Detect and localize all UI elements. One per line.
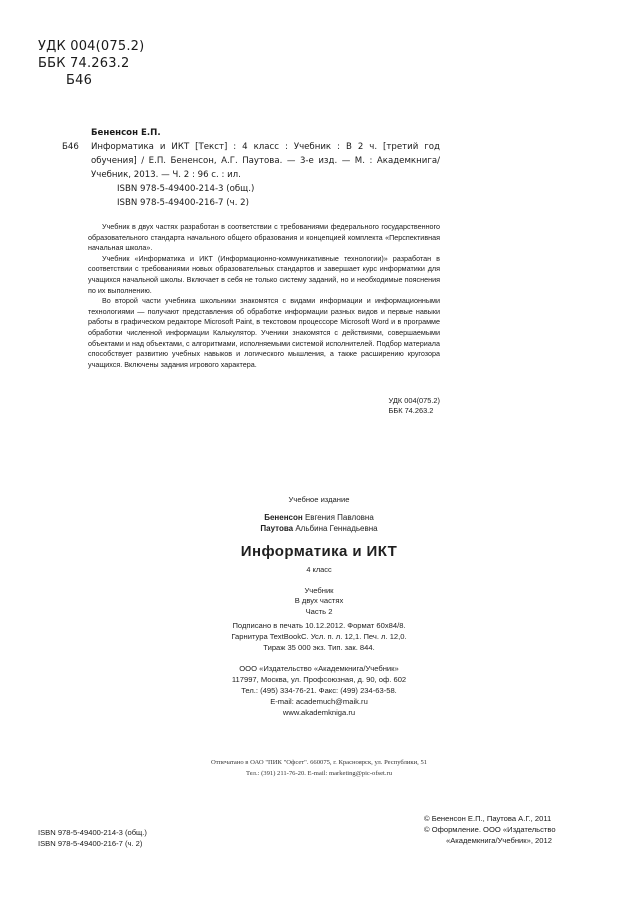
catalog-card (62, 126, 440, 210)
copyright-line-2: © Оформление. ООО «Издательство (424, 825, 556, 834)
publisher-details (0, 663, 638, 718)
top-classification-codes (38, 38, 144, 89)
annotation-paragraph: Учебник в двух частях разработан в соответствии с требованиями федерального государственного образовательного стандарта начального общего образования и концепцией комплекта «Перспективная начальная школа». (88, 222, 440, 253)
publisher-phone: Тел.: (495) 334-76-21. Факс: (499) 234-63-58. (241, 686, 397, 695)
bottom-isbn-general: ISBN 978-5-49400-214-3 (общ.) (38, 828, 147, 837)
card-description-row (62, 140, 440, 182)
annotation-paragraph: Учебник «Информатика и ИКТ (Информационно-коммуникативные технологии)» разработан в соответствии с требованиями новых образовательных стандартов и завершает курс информатики для учащихся начальной школы. Включает в себя не только систему заданий, но и необходимые пояснения по их выполнению. (88, 253, 440, 295)
book-kind (0, 586, 638, 617)
copyright-block (424, 813, 614, 846)
book-kind-label: Учебник (304, 586, 334, 595)
card-isbn-general: ISBN 978-5-49400-214-3 (общ.) (117, 184, 255, 194)
publisher-email: E-mail: academuch@maik.ru (270, 697, 368, 706)
cutter-code: Б46 (66, 73, 93, 88)
print-line-2: Гарнитура TextBookC. Усл. п. л. 12,1. Печ. л. 12,0. (231, 632, 407, 641)
book-part: Часть 2 (305, 606, 333, 616)
annotation (88, 222, 440, 370)
imprint-authors (0, 512, 638, 534)
book-parts: В двух частях (294, 596, 344, 606)
card-description: Информатика и ИКТ [Текст] : 4 класс : Учебник : В 2 ч. [третий год обучения] / Е.П. Бененсон, А.Г. Паутова. — 3-е изд. — М. : Академкнига/Учебник, 2013. — Ч. 2 : 96 с. : ил. (91, 142, 440, 180)
publisher-website: www.akademkniga.ru (282, 708, 356, 717)
author1-name: Евгения Павловна (304, 513, 374, 522)
annotation-udk: УДК 004(075.2) (388, 396, 440, 405)
copyright-line-1: © Бененсон Е.П., Паутова А.Г., 2011 (424, 814, 552, 823)
publisher-name: ООО «Издательство «Академкнига/Учебник» (239, 664, 399, 673)
bottom-isbn (38, 828, 147, 849)
imprint-author-1 (0, 512, 638, 523)
card-author: Бененсон Е.П. (91, 128, 161, 138)
bbk-code: ББК 74.263.2 (38, 56, 130, 71)
printer-line-1: Отпечатано в ОАО "ПИК "Офсет". 660075, г. Красноярск, ул. Республики, 51 (210, 759, 428, 766)
udk-code: УДК 004(075.2) (38, 39, 145, 54)
copyright-line-3: «Академкнига/Учебник», 2012 (446, 836, 552, 845)
annotation-bbk: ББК 74.263.2 (388, 406, 434, 416)
print-line-1: Подписано в печать 10.12.2012. Формат 60х84/8. (232, 621, 406, 630)
bottom-isbn-part: ISBN 978-5-49400-216-7 (ч. 2) (38, 838, 143, 848)
printer-details (0, 757, 638, 779)
annotation-codes (389, 396, 440, 416)
imprint-author-2 (0, 523, 638, 534)
author1-surname: Бененсон (264, 513, 303, 522)
print-line-3: Тираж 35 000 экз. Тип. зак. 844. (263, 643, 375, 652)
author2-name: Альбина Геннадьевна (295, 524, 378, 533)
book-grade: 4 класс (306, 565, 332, 574)
card-isbn-part: ISBN 978-5-49400-216-7 (ч. 2) (117, 198, 249, 208)
publisher-address: 117997, Москва, ул. Профсоюзная, д. 90, оф. 602 (231, 675, 407, 684)
print-details (0, 620, 638, 653)
card-cutter: Б46 (62, 142, 79, 152)
book-title: Информатика и ИКТ (240, 543, 398, 560)
annotation-paragraph: Во второй части учебника школьники знакомятся с видами информации и информационными технологиями — получают представления об обработке информации разных видов и первые навыки работы в графическом редакторе Microsoft Paint, в текстовом процессоре Microsoft Word и в программе обработки численной информации Калькулятор. Ученики знакомятся с действиями, совершаемыми объектами и над объектами, с алгоритмами, исполняемыми системой исполнителей. Подбор материала способствует развитию учебных навыков и логического мышления, а также расширению кругозора учащихся. Включены задания игрового характера. (88, 296, 440, 369)
author2-surname: Паутова (260, 524, 294, 533)
edition-type: Учебное издание (288, 495, 350, 504)
printer-line-2: Тел.: (391) 211-76-20. E-mail: marketing@pic-ofset.ru (245, 770, 392, 777)
